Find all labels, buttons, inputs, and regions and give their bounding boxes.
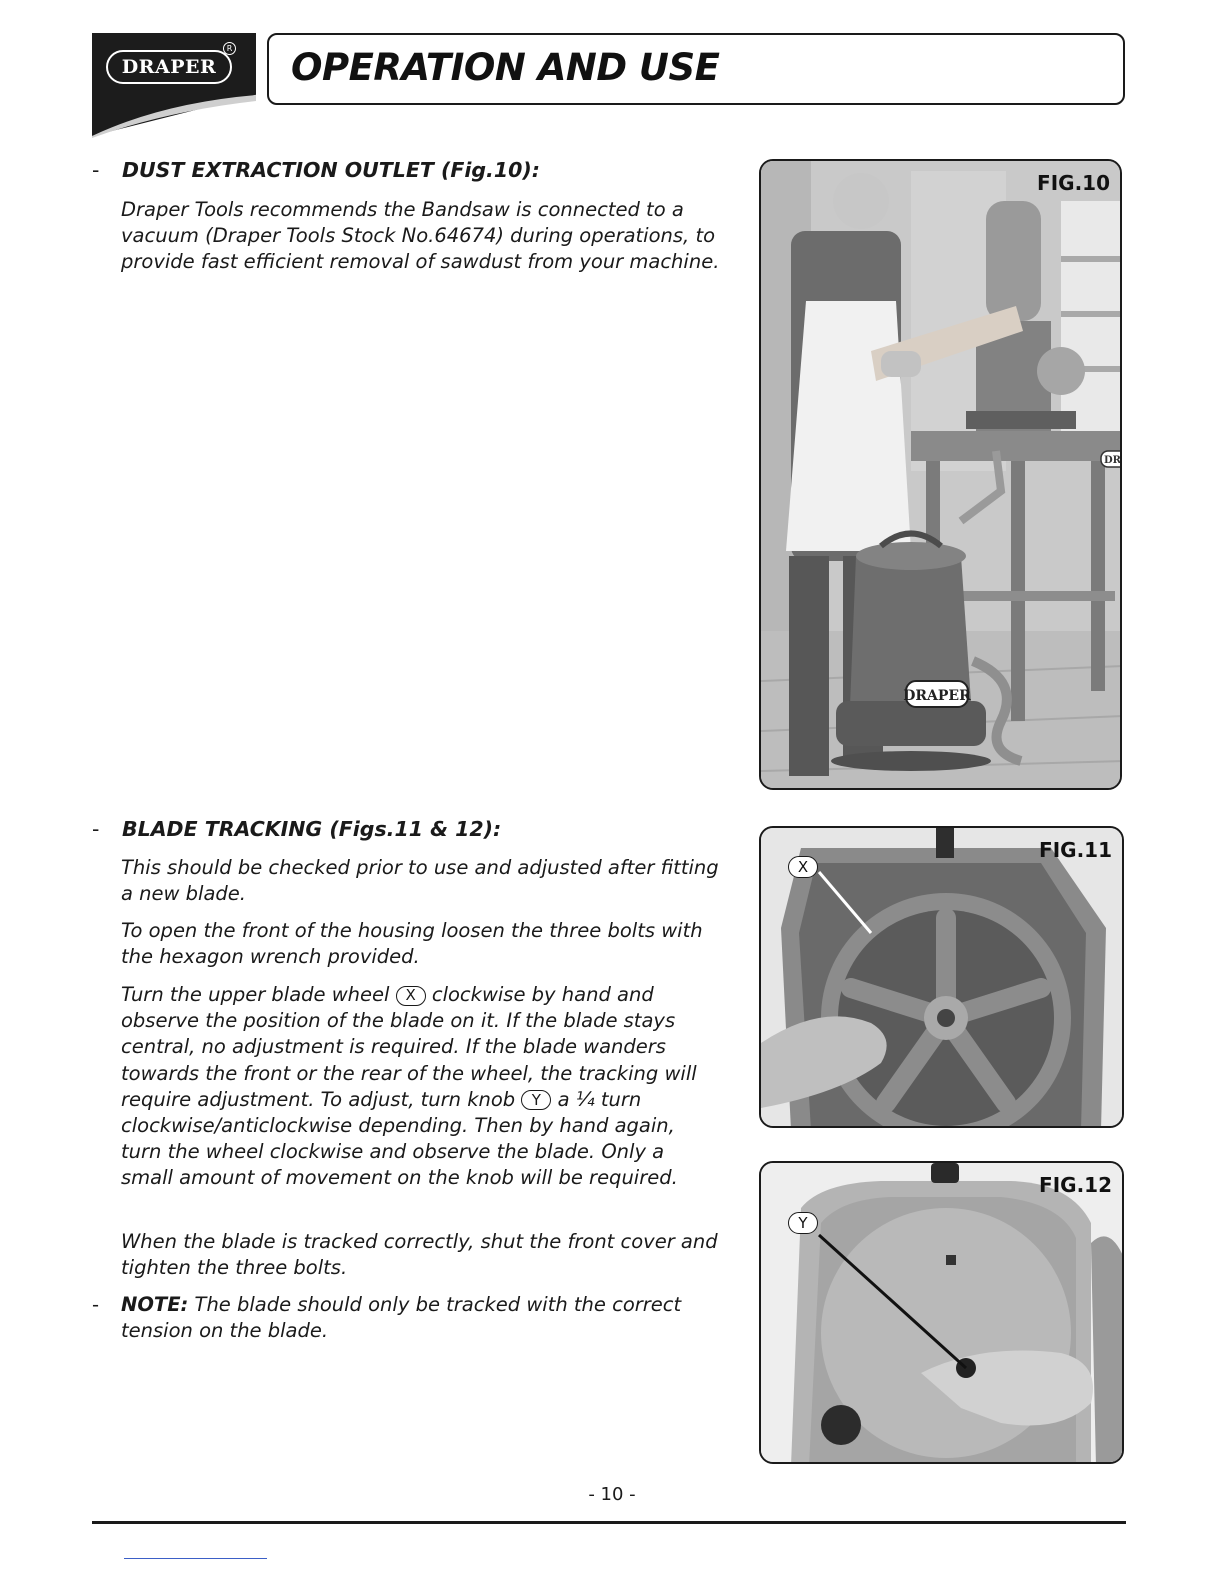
- vacuum-brand: DRAPER: [903, 688, 971, 704]
- bench-brand: DR: [1104, 455, 1121, 466]
- fig12-label: FIG.12: [1039, 1173, 1112, 1197]
- page-title-box: [267, 33, 1125, 105]
- footer-link-underline: [124, 1558, 267, 1559]
- blade-paragraph-1: This should be checked prior to use and adjusted after fitting a new blade.: [121, 856, 719, 906]
- bullet-dash: -: [92, 817, 100, 841]
- fig11-label: FIG.11: [1039, 838, 1112, 862]
- figure-12: [759, 1161, 1124, 1464]
- note-text: The blade should only be tracked with the correct tension on the blade.: [121, 1293, 682, 1343]
- draper-logo: DRAPER: [106, 50, 232, 84]
- heading-text: BLADE TRACKING (Figs.11 & 12):: [122, 817, 502, 841]
- fig10-photo: [761, 161, 1122, 790]
- callout-y-inline: Y: [521, 1090, 551, 1110]
- heading-text: DUST EXTRACTION OUTLET (Fig.10):: [122, 158, 540, 182]
- fig12-callout-y: Y: [788, 1212, 818, 1234]
- note-label: NOTE:: [121, 1293, 189, 1316]
- note-body: [121, 1292, 721, 1344]
- para3-part-a: Turn the upper blade wheel: [121, 983, 390, 1006]
- blade-paragraph-2: To open the front of the housing loosen the three bolts with the hexagon wrench provided.: [121, 919, 703, 969]
- bullet-dash: -: [92, 158, 100, 182]
- bullet-dash: -: [92, 1293, 100, 1316]
- fig10-label: FIG.10: [1037, 171, 1110, 195]
- page-title: OPERATION AND USE: [291, 46, 720, 89]
- fig11-callout-x: X: [788, 856, 818, 878]
- figure-11: [759, 826, 1124, 1128]
- blade-paragraph-4: When the blade is tracked correctly, shut the front cover and tighten the three bolts.: [121, 1230, 718, 1280]
- footer-rule: [92, 1521, 1126, 1524]
- callout-x-inline: X: [396, 986, 426, 1006]
- logo-swoosh: [92, 93, 256, 138]
- dust-extraction-paragraph: Draper Tools recommends the Bandsaw is connected to a vacuum (Draper Tools Stock No.64674) during operations, to provide fast efficient removal of sawdust from your machine.: [121, 198, 720, 274]
- para3-part-b: clockwise by hand and observe the position of the blade on it. If the blade stays central, no adjustment is required. If the blade wanders towards the front or the rear of the wheel, the tracking will require adjustment. To adjust, turn knob: [121, 983, 697, 1111]
- figure-10: [759, 159, 1122, 790]
- blade-paragraph-3: [121, 982, 721, 1192]
- para3-part-c: a ¼ turn clockwise/anticlockwise depending. Then by hand again, turn the wheel clockwise and observe the blade. Only a small amount of movement on the knob will be required.: [121, 1087, 678, 1190]
- page-number: - 10 -: [588, 1484, 636, 1505]
- fig12-photo: [761, 1163, 1124, 1464]
- registered-mark: R: [223, 42, 236, 55]
